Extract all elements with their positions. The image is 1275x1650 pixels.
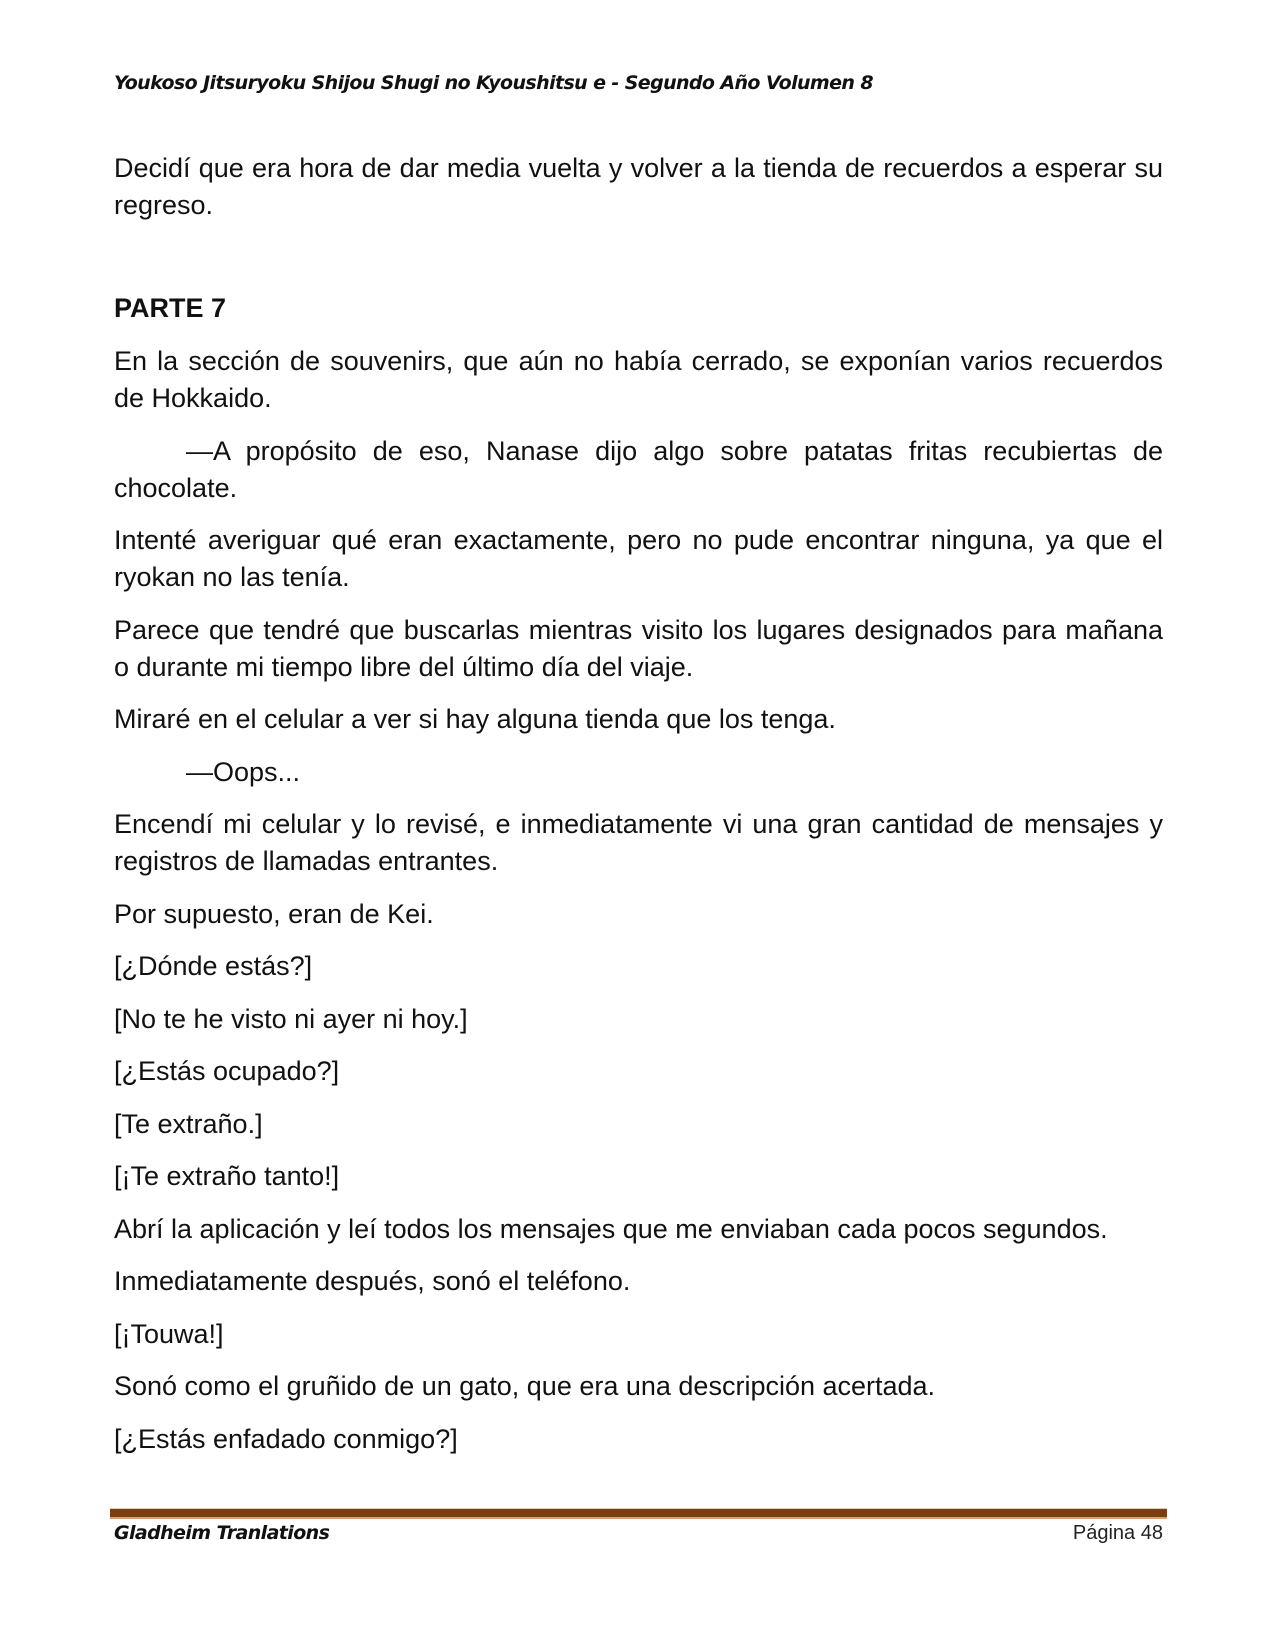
paragraph: Sonó como el gruñido de un gato, que era una descripción acertada. (114, 1371, 936, 1401)
footer-rule (110, 1508, 1167, 1519)
section-heading: PARTE 7 (114, 293, 227, 323)
running-header: Youkoso Jitsuryoku Shijou Shugi no Kyoushitsu e - Segundo Año Volumen 8 (114, 72, 873, 94)
paragraph: [Te extraño.] (114, 1108, 263, 1139)
paragraph: Intenté averiguar qué eran exactamente, pero no pude encontrar ninguna, ya que el ryokan no las tenía. (114, 525, 1163, 592)
paragraph: Decidí que era hora de dar media vuelta y volver a la tienda de recuerdos a esperar su regreso. (114, 153, 1163, 220)
footer-publisher: Gladheim Tranlations (114, 1522, 330, 1544)
paragraph: [¿Dónde estás?] (114, 951, 313, 981)
paragraph: —Oops... (186, 756, 301, 787)
paragraph: [No te he visto ni ayer ni hoy.] (114, 1003, 468, 1034)
paragraph: Por supuesto, eran de Kei. (114, 898, 434, 929)
paragraph: Inmediatamente después, sonó el teléfono. (114, 1266, 631, 1296)
page-label: Página (1072, 1522, 1136, 1544)
paragraph: —A propósito de eso, Nanase dijo algo sobre patatas fritas recubiertas de chocolate. (114, 435, 1163, 503)
intro-text (114, 150, 1163, 240)
paragraph: En la sección de souvenirs, que aún no había cerrado, se exponían varios recuerdos de Hokkaido. (114, 346, 1163, 413)
page-number-value: 48 (1140, 1522, 1163, 1544)
paragraph: Miraré en el celular a ver si hay alguna tienda que los tenga. (114, 704, 836, 734)
page-number (1073, 1522, 1163, 1545)
paragraph: [¡Te extraño tanto!] (114, 1161, 340, 1191)
paragraph: [¿Estás enfadado conmigo?] (114, 1423, 458, 1454)
paragraph: Abrí la aplicación y leí todos los mensajes que me enviaban cada pocos segundos. (114, 1213, 1108, 1244)
paragraph: [¿Estás ocupado?] (114, 1056, 340, 1086)
paragraph: Encendí mi celular y lo revisé, e inmediatamente vi una gran cantidad de mensajes y registros de llamadas entrantes. (114, 809, 1163, 876)
paragraph: [¡Touwa!] (114, 1318, 224, 1349)
paragraph: Parece que tendré que buscarlas mientras visito los lugares designados para mañana o durante mi tiempo libre del último día del viaje. (114, 614, 1163, 682)
body-text (114, 343, 1163, 1473)
